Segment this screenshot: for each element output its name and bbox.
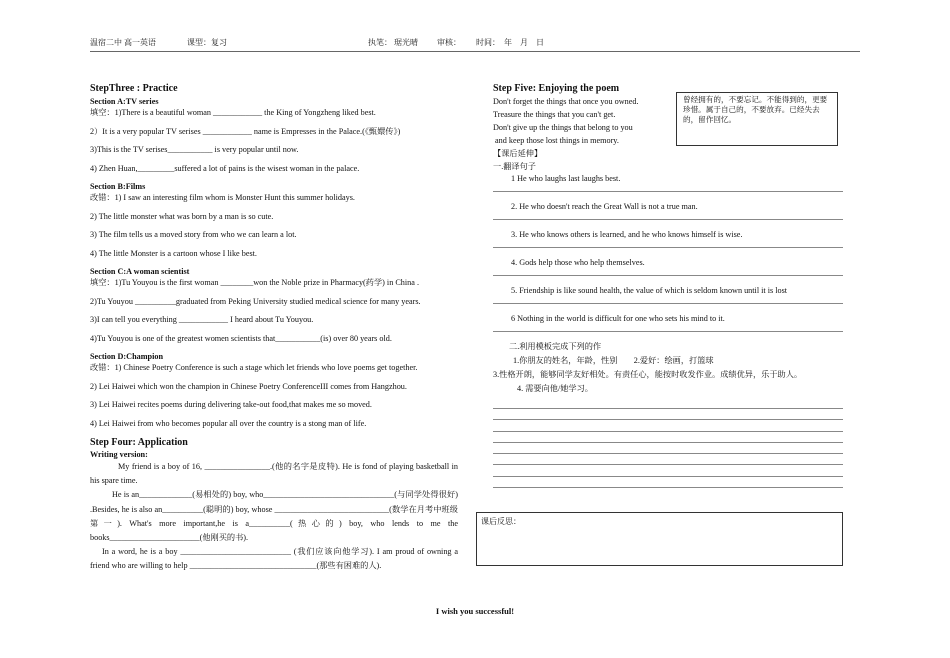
answer-line [493,247,843,248]
section-d-q2: 2) Lei Haiwei which won the champion in Chinese Poetry ConferenceIII comes from Hangzhou. [90,381,407,391]
step-five-title: Step Five: Enjoying the poem [493,83,620,94]
poem-line-3: Don't give up the things that belong to you [493,123,633,132]
reflection-label: 课后反思： [481,517,521,526]
answer-line [493,191,843,192]
section-d-q4: 4) Lei Haiwei from who becomes popular all over the country is a stong man of life. [90,418,367,428]
reflection-box [476,512,843,566]
header-divider [90,51,860,52]
section-a-title: Section A:TV series [90,97,159,106]
header-author: 执笔： 琚光晴 [368,38,418,47]
section-d-q3: 3) Lei Haiwei recites poems during delivering take-out food,that makes me so moved. [90,400,372,409]
writing-line [493,431,843,432]
translate-title: 一.翻译句子 [493,162,536,171]
section-b-title: Section B:Films [90,182,146,191]
writing-line [493,408,843,409]
writing-line [493,464,843,465]
footer-slogan: I wish you successful! [435,606,515,616]
section-d-title: Section D:Champion [90,352,164,361]
template-item-2: 3.性格开朗，能够同学友好相处。有责任心，能按时收发作业。成绩优异，乐于助人。 [493,370,803,379]
section-b-q3: 3) The film tells us a moved story from who we can learn a lot. [90,230,297,239]
section-a-q4: 4) Zhen Huan,_________suffered a lot of pains is the wisest woman in the palace. [90,163,360,173]
essay-paragraph-3: In a word, he is a boy ___________________________ (我们应该向他学习). I am proud of owning a friend who are willing to help _______________________________(那些有困难的人). [90,547,458,571]
step-four-title: Step Four: Application [90,437,188,448]
writing-line [493,453,843,454]
header-reviewer: 审核： [437,38,461,47]
translate-item-2: 2. He who doesn't reach the Great Wall is not a true man. [511,202,698,211]
section-a-q3: 3)This is the TV serises___________ is very popular until now. [90,145,299,154]
answer-line [493,275,843,276]
section-b-q4: 4) The little Monster is a cartoon whose I like best. [90,248,257,258]
poem-line-4: and keep those lost things in memory. [493,136,619,145]
poem-line-1: Don't forget the things that once you owned. [493,97,639,106]
section-b-q2: 2) The little monster what was born by a man is so cute. [90,211,274,221]
section-a-q2: 2）It is a very popular TV serises ____________ name is Empresses in the Palace.(《甄嬛传》) [90,126,401,136]
writing-version-title: Writing version: [90,450,148,459]
section-c-q3: 3)I can tell you everything ____________ I heard about Tu Youyou. [90,315,314,324]
poem-chinese-box: 曾经拥有的，不要忘记。不能得到的，更要珍惜。属于自己的，不要放弃。已经失去的，留作回忆。 [676,92,838,146]
writing-line [493,442,843,443]
writing-line [493,487,843,488]
translate-item-4: 4. Gods help those who help themselves. [511,258,645,267]
section-b-q1: 改错：1) I saw an interesting film whom is Monster Hunt this summer holidays. [90,193,355,202]
section-c-q2: 2)Tu Youyou __________graduated from Peking University studied medical science for many years. [90,296,421,306]
step-three-title: StepThree : Practice [90,83,178,94]
template-item-1: 1.你朋友的姓名，年龄，性别 2.爱好：绘画，打篮球 [513,356,714,365]
header-time: 时间： 年 月 日 [476,38,544,47]
section-a-q1: 填空：1)There is a beautiful woman ____________ the King of Yongzheng liked best. [90,108,376,117]
translate-item-3: 3. He who knows others is learned, and he who knows himself is wise. [511,230,743,239]
section-c-q1: 填空：1)Tu Youyou is the first woman ________won the Noble prize in Pharmacy(药学) in China . [90,278,419,287]
header-lesson-type: 课型：复习 [187,38,227,47]
section-c-title: Section C:A woman scientist [90,267,190,276]
translate-item-1: 1 He who laughs last laughs best. [511,174,621,183]
writing-line [493,419,843,420]
translate-item-5: 5. Friendship is like sound health, the value of which is seldom known until it is lost [511,286,788,295]
poem-line-2: Treasure the things that you can't get. [493,110,616,119]
translate-item-6: 6 Nothing in the world is difficult for one who sets his mind to it. [511,314,725,323]
essay-paragraph-1: My friend is a boy of 16, ________________.(他的名字是皮特). He is fond of playing basketball in his spare time. [90,462,458,486]
section-d-q1: 改错：1) Chinese Poetry Conference is such a stage which let friends who love poems get together. [90,363,418,372]
answer-line [493,219,843,220]
writing-line [493,476,843,477]
extension-title: 【课后延伸】 [493,149,543,158]
left-column [90,82,458,574]
answer-line [493,303,843,304]
template-title: 二.利用模板完成下列的作 [509,342,602,351]
template-item-3: 4. 需要向他/她学习。 [517,384,593,393]
header-school: 温宿二中 高一英语 [90,38,156,47]
section-c-q4: 4)Tu Youyou is one of the greatest women scientists that___________(is) over 80 years old. [90,333,392,343]
essay-paragraph-2: He is an_____________(易相处的) boy, who________________________________(与同学处得很好) .Besides, he is also an__________(聪明的) boy, whose ____________________________(数学在月考中班级第一). What's more important,he is a__________(热心的) boy, who lends to me the books______________________(他刚买的书). [90,490,458,543]
answer-line [493,331,843,332]
